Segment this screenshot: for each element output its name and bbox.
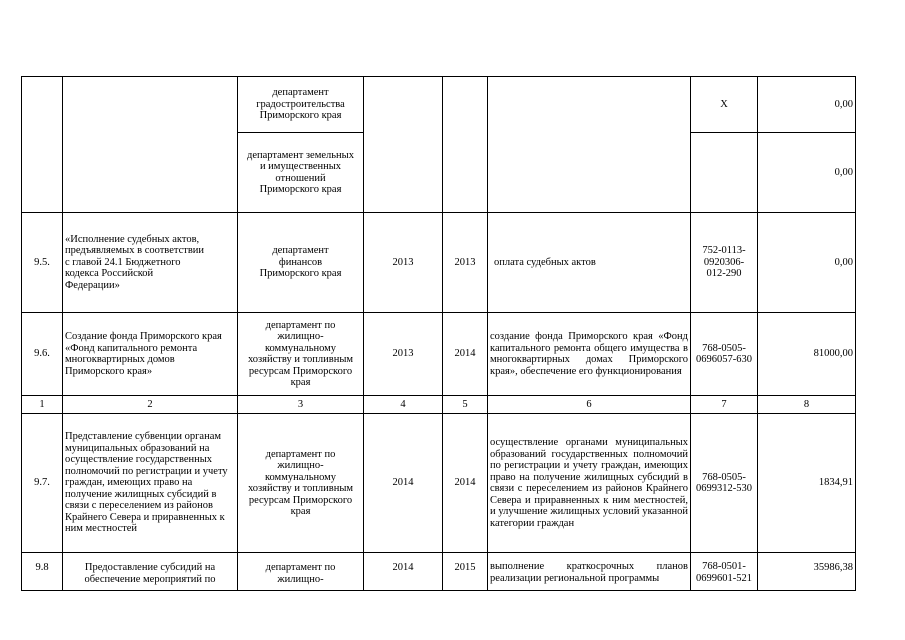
cell-result: осуществление органами муниципальных образований государственных полномочий по регистрации и учету граждан, имеющих право на получение жилищных субсидий в связи с переселением из районов Крайнего Севера и приравненных к ним местностей, и улучшение жилищных условий указанной категории граждан — [488, 414, 691, 553]
cell-num — [22, 77, 63, 213]
cell-budget-code — [691, 133, 758, 213]
cell-name: «Исполнение судебных актов, предъявляемых в соответствии с главой 24.1 Бюджетного кодекса Российской Федерации» — [63, 213, 238, 313]
cell-num: 9.7. — [22, 414, 63, 553]
cell-department: департамент земельных и имущественных отношений Приморского края — [238, 133, 364, 213]
cell-department: департамент по жилищно- — [238, 553, 364, 591]
table-row — [22, 77, 856, 133]
cell-amount: 1834,91 — [758, 414, 856, 553]
cell-amount: 0,00 — [758, 133, 856, 213]
cell-name — [63, 77, 238, 213]
cell-num: 9.6. — [22, 313, 63, 396]
cell-end-year: 2013 — [443, 213, 488, 313]
column-number: 6 — [488, 396, 691, 414]
column-number: 1 — [22, 396, 63, 414]
cell-end-year: 2014 — [443, 313, 488, 396]
cell-department: департамент по жилищно- коммунальному хозяйству и топливным ресурсам Приморского края — [238, 414, 364, 553]
cell-department: департамент по жилищно- коммунальному хозяйству и топливным ресурсам Приморского края — [238, 313, 364, 396]
cell-num: 9.8 — [22, 553, 63, 591]
column-number: 5 — [443, 396, 488, 414]
cell-result — [488, 77, 691, 213]
cell-budget-code: 752-0113- 0920306- 012-290 — [691, 213, 758, 313]
cell-budget-code: 768-0505- 0699312-530 — [691, 414, 758, 553]
cell-end-year — [443, 77, 488, 213]
cell-amount: 0,00 — [758, 77, 856, 133]
cell-budget-code: X — [691, 77, 758, 133]
cell-name: Создание фонда Приморского края «Фонд капитального ремонта многоквартирных домов Приморского края» — [63, 313, 238, 396]
cell-amount: 81000,00 — [758, 313, 856, 396]
cell-start-year: 2014 — [364, 553, 443, 591]
cell-budget-code: 768-0505- 0696057-630 — [691, 313, 758, 396]
cell-result: оплата судебных актов — [488, 213, 691, 313]
cell-num: 9.5. — [22, 213, 63, 313]
cell-start-year: 2014 — [364, 414, 443, 553]
cell-amount: 0,00 — [758, 213, 856, 313]
cell-result: выполнение краткосрочных планов реализации региональной программы — [488, 553, 691, 591]
column-number-row — [22, 396, 856, 414]
column-number: 7 — [691, 396, 758, 414]
column-number: 8 — [758, 396, 856, 414]
table-row — [22, 313, 856, 396]
cell-department: департамент финансов Приморского края — [238, 213, 364, 313]
cell-name: Предоставление субсидий на обеспечение мероприятий по — [63, 553, 238, 591]
cell-result: создание фонда Приморского края «Фонд капитального ремонта общего имущества в многоквартирных домах Приморского края», обеспечение его функционирования — [488, 313, 691, 396]
column-number: 3 — [238, 396, 364, 414]
cell-name: Представление субвенции органам муниципальных образований на осуществление государственных полномочий по регистрации и учету граждан, имеющих право на получение жилищных субсидий в связи с переселением из районов Крайнего Севера и приравненных к ним местностей — [63, 414, 238, 553]
cell-end-year: 2015 — [443, 553, 488, 591]
cell-budget-code: 768-0501- 0699601-521 — [691, 553, 758, 591]
table-row — [22, 414, 856, 553]
cell-end-year: 2014 — [443, 414, 488, 553]
cell-department: департамент градостроительства Приморского края — [238, 77, 364, 133]
table-row — [22, 213, 856, 313]
column-number: 4 — [364, 396, 443, 414]
cell-start-year: 2013 — [364, 313, 443, 396]
cell-start-year — [364, 77, 443, 213]
cell-amount: 35986,38 — [758, 553, 856, 591]
activities-table — [21, 76, 856, 591]
column-number: 2 — [63, 396, 238, 414]
cell-start-year: 2013 — [364, 213, 443, 313]
table-row — [22, 553, 856, 591]
table-wrapper — [21, 76, 856, 591]
